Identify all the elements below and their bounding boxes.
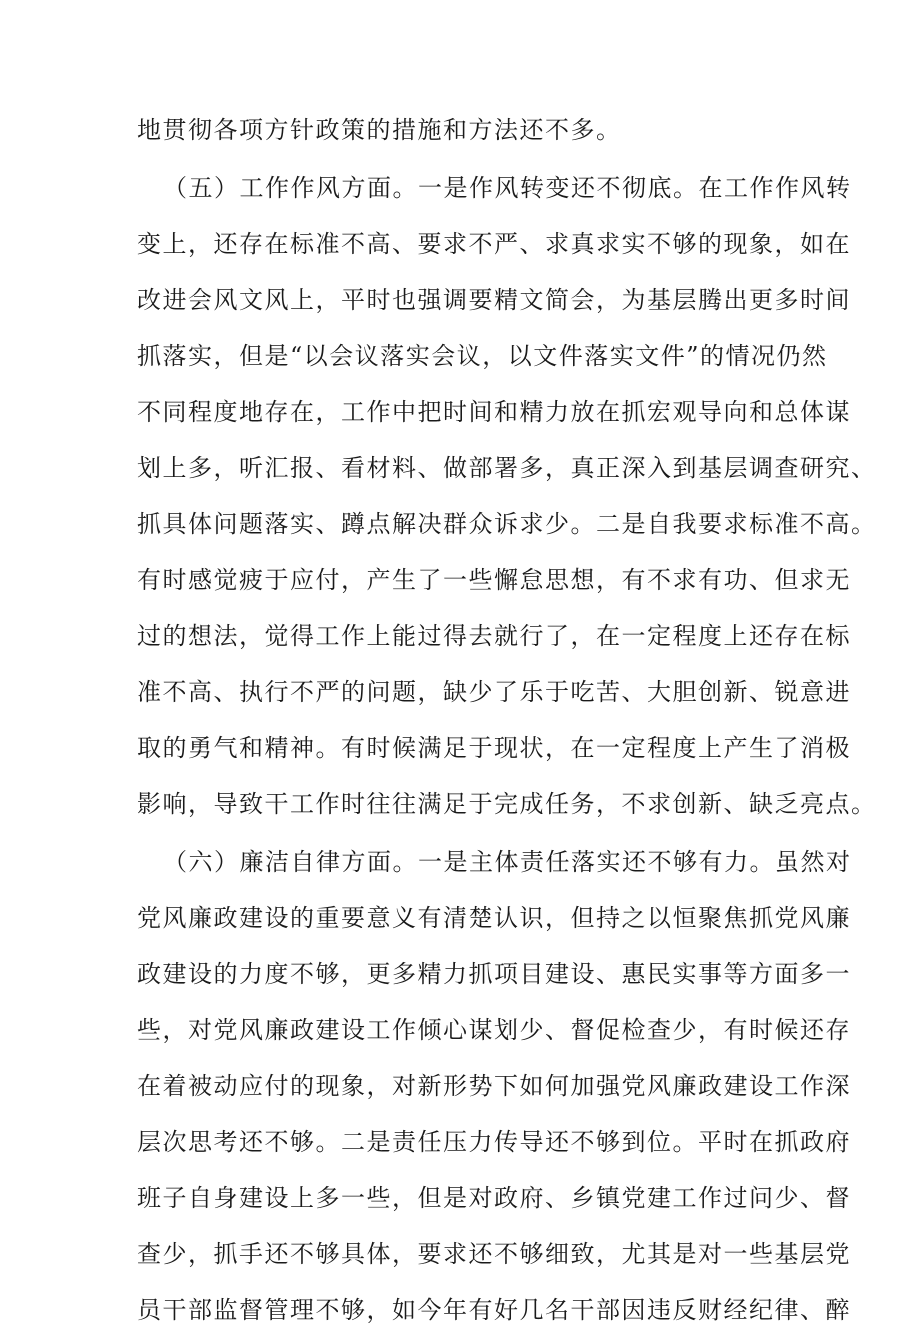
text-line: （五）工作作风方面。一是作风转变还不彻底。在工作作风转	[163, 174, 852, 202]
text-line: 班子自身建设上多一些，但是对政府、乡镇党建工作过问少、督	[137, 1184, 851, 1212]
text-line: 准不高、执行不严的问题，缺少了乐于吃苦、大胆创新、锐意进	[137, 678, 851, 706]
text-line: 不同程度地存在，工作中把时间和精力放在抓宏观导向和总体谋	[137, 398, 851, 426]
text-line: 地贯彻各项方针政策的措施和方法还不多。	[137, 116, 622, 144]
text-line: 在着被动应付的现象，对新形势下如何加强党风廉政建设工作深	[137, 1072, 851, 1100]
text-line: 抓落实，但是“以会议落实会议，以文件落实文件”的情况仍然	[137, 342, 828, 370]
text-line: 过的想法，觉得工作上能过得去就行了，在一定程度上还存在标	[137, 622, 851, 650]
text-line: 查少，抓手还不够具体，要求还不够细致，尤其是对一些基层党	[137, 1240, 851, 1268]
text-line: 划上多，听汇报、看材料、做部署多，真正深入到基层调查研究、	[137, 454, 877, 482]
text-line: 抓具体问题落实、蹲点解决群众诉求少。二是自我要求标准不高。	[137, 510, 877, 538]
text-line: 影响，导致干工作时往往满足于完成任务，不求创新、缺乏亮点。	[137, 790, 877, 818]
text-line: （六）廉洁自律方面。一是主体责任落实还不够有力。虽然对	[163, 848, 852, 876]
text-line: 变上，还存在标准不高、要求不严、求真求实不够的现象，如在	[137, 230, 851, 258]
text-line: 取的勇气和精神。有时候满足于现状，在一定程度上产生了消极	[137, 734, 851, 762]
text-line: 有时感觉疲于应付，产生了一些懈怠思想，有不求有功、但求无	[137, 566, 851, 594]
text-line: 层次思考还不够。二是责任压力传导还不够到位。平时在抓政府	[137, 1128, 851, 1156]
text-line: 政建设的力度不够，更多精力抓项目建设、惠民实事等方面多一	[137, 960, 851, 988]
text-line: 改进会风文风上，平时也强调要精文简会，为基层腾出更多时间	[137, 286, 851, 314]
text-line: 些，对党风廉政建设工作倾心谋划少、督促检查少，有时候还存	[137, 1016, 851, 1044]
text-line: 党风廉政建设的重要意义有清楚认识，但持之以恒聚焦抓党风廉	[137, 904, 851, 932]
text-line: 员干部监督管理不够，如今年有好几名干部因违反财经纪律、醉	[137, 1296, 851, 1324]
